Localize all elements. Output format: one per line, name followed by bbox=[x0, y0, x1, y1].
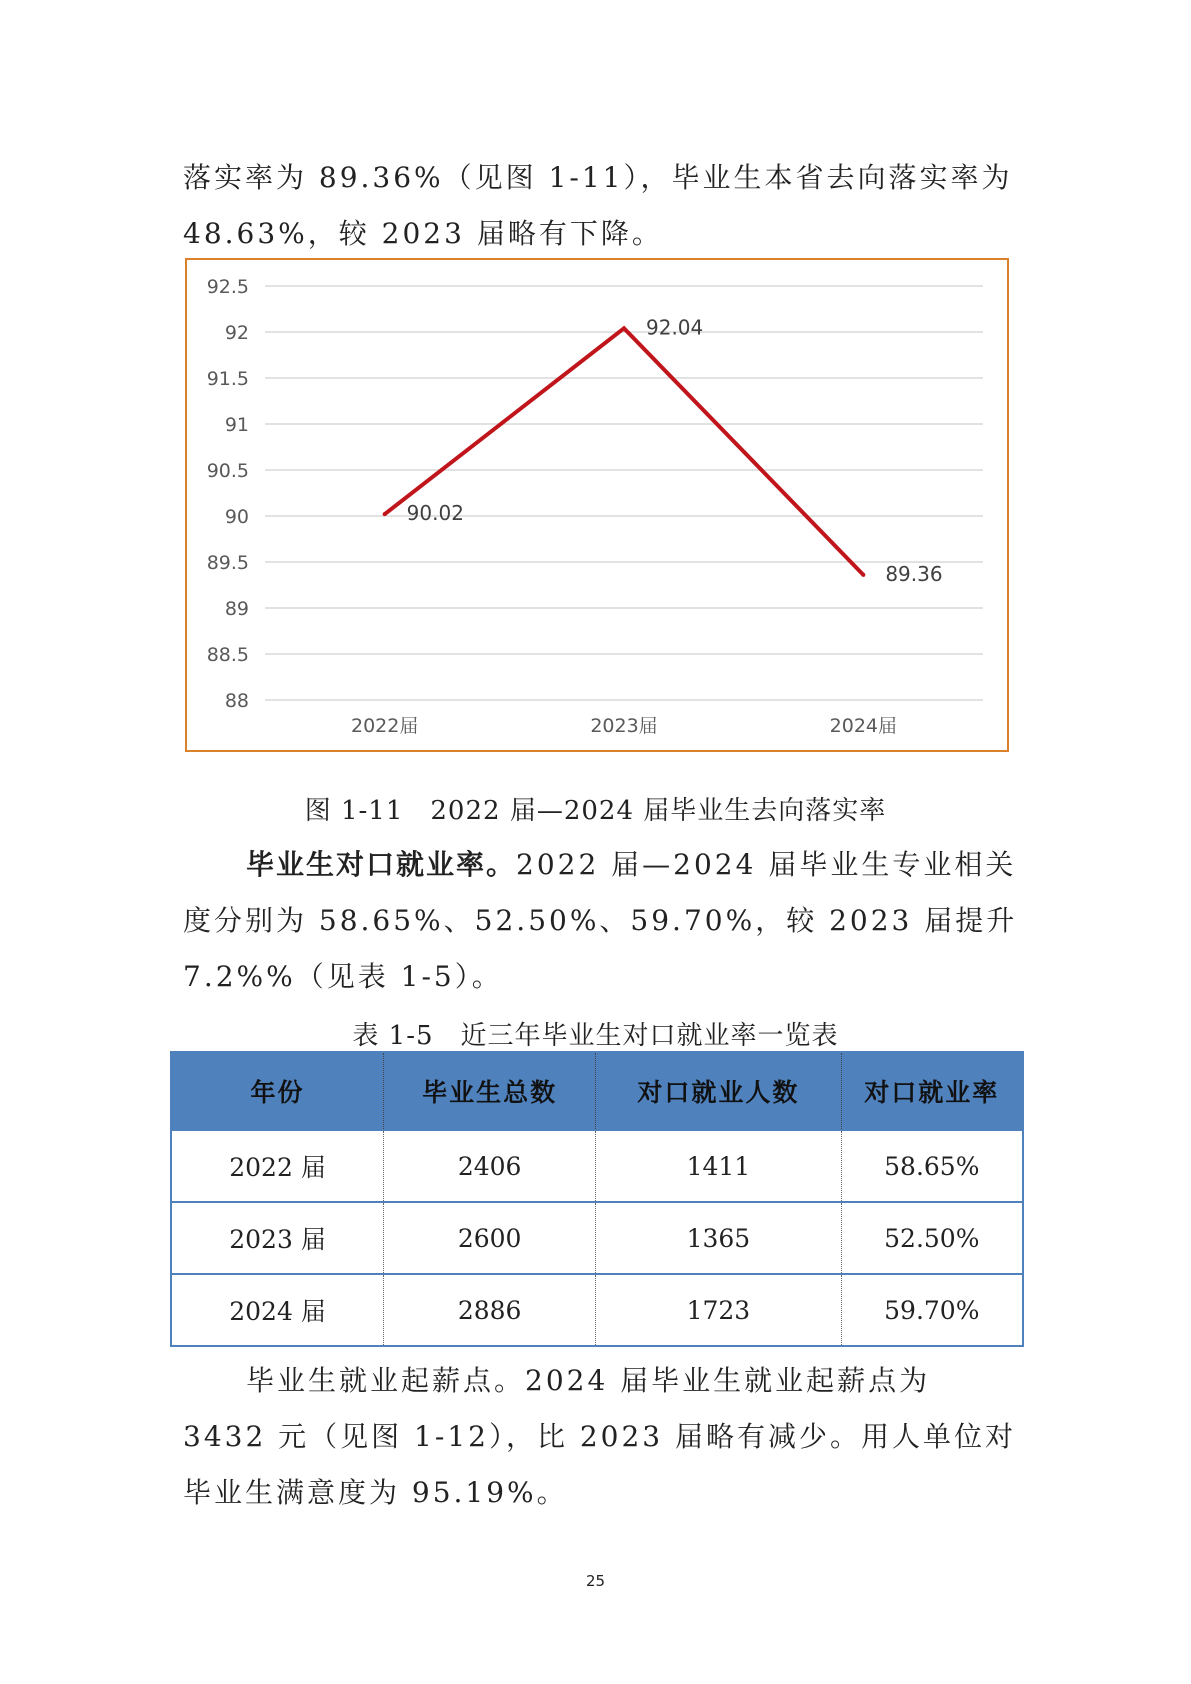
y-tick-label: 92 bbox=[224, 322, 249, 344]
y-tick-label: 90 bbox=[224, 506, 249, 528]
table-header-total: 毕业生总数 bbox=[384, 1052, 596, 1130]
table-header-row bbox=[171, 1052, 1023, 1130]
table-cell: 2406 bbox=[384, 1130, 596, 1202]
table-cell: 58.65% bbox=[841, 1130, 1023, 1202]
table-cell: 1365 bbox=[596, 1202, 841, 1274]
paragraph-matching-rate bbox=[183, 837, 1018, 1005]
y-tick-label: 89 bbox=[224, 598, 249, 620]
line-chart bbox=[185, 258, 1009, 752]
y-tick-label: 90.5 bbox=[206, 460, 249, 482]
chart-svg bbox=[187, 260, 1011, 754]
data-point bbox=[622, 326, 626, 330]
table-cell: 59.70% bbox=[841, 1274, 1023, 1346]
table-cell: 2600 bbox=[384, 1202, 596, 1274]
table-cell: 2022 届 bbox=[171, 1130, 384, 1202]
employment-rate-table bbox=[170, 1051, 1024, 1347]
table-header-year: 年份 bbox=[171, 1052, 384, 1130]
y-tick-label: 92.5 bbox=[206, 276, 249, 298]
table-cell: 1411 bbox=[596, 1130, 841, 1202]
series-line bbox=[385, 328, 864, 575]
table-cell: 2024 届 bbox=[171, 1274, 384, 1346]
table-cell: 2886 bbox=[384, 1274, 596, 1346]
figure-caption: 图 1-11 2022 届—2024 届毕业生去向落实率 bbox=[304, 796, 887, 826]
paragraph-matching-rate-heading: 毕业生对口就业率。 bbox=[246, 848, 517, 881]
y-tick-label: 91 bbox=[224, 414, 249, 436]
table-row bbox=[171, 1202, 1023, 1274]
x-tick-label: 2023届 bbox=[590, 715, 658, 737]
data-label: 89.36 bbox=[885, 561, 943, 586]
table-header-rate: 对口就业率 bbox=[841, 1052, 1023, 1130]
table-row bbox=[171, 1130, 1023, 1202]
paragraph-intro-line1: 落实率为 89.36%（见图 1-11），毕业生本省去向落实率为 bbox=[183, 161, 1013, 194]
page-number: 25 bbox=[585, 1572, 606, 1590]
x-tick-label: 2022届 bbox=[350, 715, 419, 737]
data-point bbox=[861, 573, 865, 577]
table-caption: 表 1-5 近三年毕业生对口就业率一览表 bbox=[352, 1021, 839, 1051]
y-tick-label: 91.5 bbox=[206, 368, 249, 390]
table-cell: 2023 届 bbox=[171, 1202, 384, 1274]
paragraph-starting-salary: 毕业生就业起薪点。2024 届毕业生就业起薪点为 3432 元（见图 1-12），比 2023 届略有减少。用人单位对毕业生满意度为 95.19%。 bbox=[183, 1364, 1017, 1509]
paragraph-intro-line2: 48.63%，较 2023 届略有下降。 bbox=[183, 217, 663, 250]
table-row bbox=[171, 1274, 1023, 1346]
table-header-matched: 对口就业人数 bbox=[596, 1052, 841, 1130]
y-tick-label: 88.5 bbox=[206, 644, 249, 666]
data-label: 92.04 bbox=[646, 315, 704, 340]
data-point bbox=[383, 512, 387, 516]
paragraph-matching-rate-text: 2022 届—2024 届毕业生专业相关度分别为 58.65%、52.50%、59.70%，较 2023 届提升 7.2%%（见表 1-5）。 bbox=[183, 848, 1018, 993]
y-tick-label: 88 bbox=[224, 690, 249, 712]
data-label: 90.02 bbox=[406, 501, 464, 526]
x-tick-label: 2024届 bbox=[829, 715, 898, 737]
y-tick-label: 89.5 bbox=[206, 552, 249, 574]
table-cell: 1723 bbox=[596, 1274, 841, 1346]
table-cell: 52.50% bbox=[841, 1202, 1023, 1274]
